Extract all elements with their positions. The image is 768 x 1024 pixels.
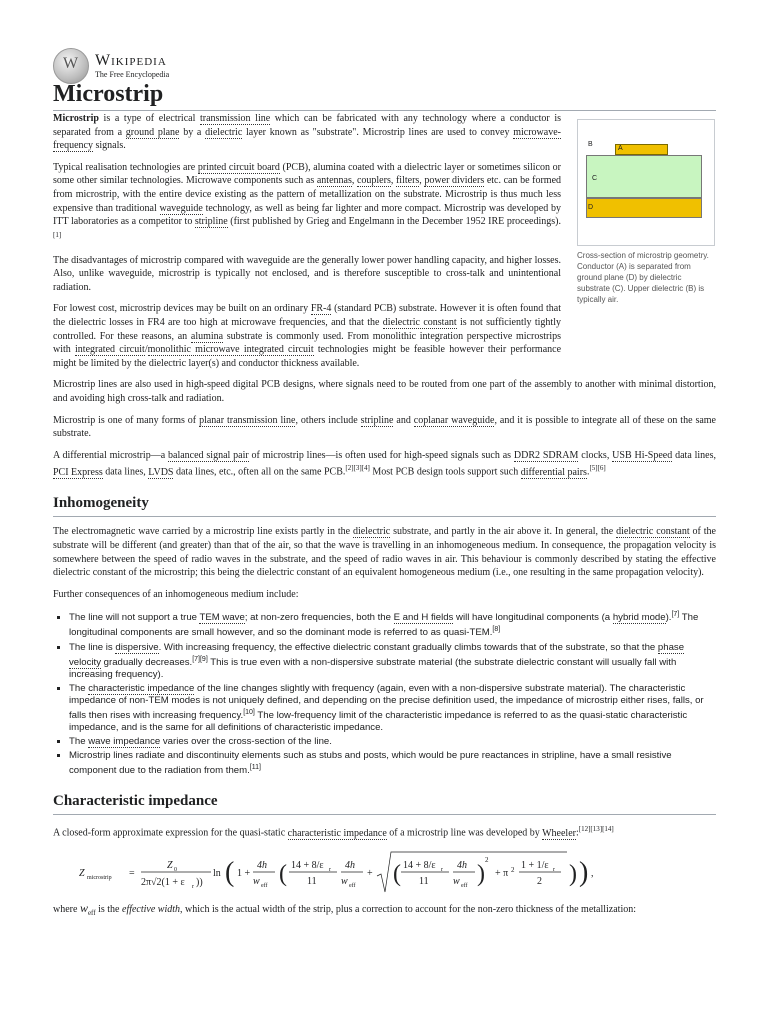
link[interactable]: USB Hi-Speed xyxy=(612,449,673,461)
text-fragment: The line is xyxy=(69,641,116,653)
link[interactable]: dielectric xyxy=(205,126,243,138)
list-item xyxy=(69,683,716,734)
citation[interactable]: [7] xyxy=(671,611,680,619)
text-fragment: The longitudinal components are small however, and so the dominant mode is referred to as quasi-TEM. xyxy=(69,612,699,639)
svg-text:4h: 4h xyxy=(457,860,467,872)
text-fragment: gradually decreases. xyxy=(101,656,193,668)
text-fragment: Microstrip is one of many forms of xyxy=(53,414,200,426)
link[interactable]: phase velocity xyxy=(69,641,685,668)
link[interactable]: ground plane xyxy=(125,126,180,138)
svg-text:r: r xyxy=(441,867,443,874)
link[interactable]: Wheeler xyxy=(542,827,576,839)
paragraph xyxy=(53,161,561,246)
link[interactable]: FR-4 xyxy=(310,303,332,315)
brand-tagline: The Free Encyclopedia xyxy=(95,70,170,79)
list-item xyxy=(69,642,716,681)
link[interactable]: microwave-frequency xyxy=(53,126,561,152)
svg-text:r: r xyxy=(553,867,555,874)
paragraph: The disadvantages of microstrip compared with waveguide are the generally lower power handling capacity, and higher losses. Also, unlike waveguide, microstrip is typically not enclosed, and is therefore susceptible to cross-talk and unintentional radiation. xyxy=(53,254,561,293)
text-fragment: : xyxy=(575,827,579,839)
svg-text:,: , xyxy=(591,868,594,880)
link[interactable]: differential pairs xyxy=(520,466,587,478)
text-fragment: is a type of electrical xyxy=(98,113,200,124)
text-fragment: , xyxy=(351,175,357,187)
svg-text:r: r xyxy=(192,884,194,891)
svg-text:eff: eff xyxy=(261,883,268,890)
text-fragment: , xyxy=(419,175,425,187)
text-fragment: , which is the actual width of the strip, plus a correction to account for the non-zero thickness of the metallization: xyxy=(180,904,637,916)
formula-lhs-sub: microstrip xyxy=(87,875,112,882)
text-fragment: This is true even with a non-dispersive substrate material (the substrate dielectric constant will usually fall with increasing frequency). xyxy=(69,656,677,680)
text-fragment: The line will not support a true xyxy=(69,612,200,624)
text-fragment: Most PCB design tools support such xyxy=(369,466,521,478)
svg-text:11: 11 xyxy=(307,876,317,888)
svg-text:14 + 8/ε: 14 + 8/ε xyxy=(291,860,324,872)
svg-text:(: ( xyxy=(393,861,401,888)
text-fragment: varies over the cross-section of the line. xyxy=(160,736,332,748)
text-fragment: For lowest cost, microstrip devices may be built on an ordinary xyxy=(53,303,311,315)
text-fragment: , others include xyxy=(295,414,361,426)
text-fragment: effective width xyxy=(122,904,181,916)
text-fragment: data lines, xyxy=(102,466,149,478)
link[interactable]: characteristic impedance xyxy=(287,827,387,839)
text-fragment: which can be fabricated with any technology where a conductor is separated from a xyxy=(53,113,561,138)
text-fragment: clocks, xyxy=(578,449,613,461)
wheeler-formula xyxy=(53,848,716,896)
text-fragment: Typical realisation technologies are xyxy=(53,161,198,173)
text-fragment: , and it is possible to integrate all of these on the same substrate. xyxy=(53,414,716,440)
formula-graphic xyxy=(79,848,619,896)
text-fragment: is not sufficiently tightly controlled. For these reasons, an xyxy=(53,317,561,342)
svg-text:11: 11 xyxy=(419,876,429,888)
text-fragment: A differential microstrip—a xyxy=(53,449,169,461)
text-fragment: signals. xyxy=(92,140,126,152)
paragraph xyxy=(53,414,716,441)
text-fragment: (standard PCB) substrate. However it is often found that the dielectric losses in FR4 are too high at microwave frequencies, and that the xyxy=(53,303,561,329)
link[interactable]: transmission line xyxy=(199,113,271,124)
text-fragment: of a microstrip line was developed by xyxy=(386,827,543,839)
citation[interactable]: [8] xyxy=(492,626,501,634)
paragraph xyxy=(53,902,716,921)
consequences-list xyxy=(53,609,716,777)
text-fragment: (PCB), alumina coated with a dielectric layer or sometimes silicon or some other similar technologies. Microwave components such as xyxy=(53,161,561,187)
svg-text:Z: Z xyxy=(167,860,173,872)
link[interactable]: characteristic impedance xyxy=(88,682,195,694)
text-fragment: data lines, etc., often all on the same PCB. xyxy=(173,466,346,478)
link[interactable]: dispersive xyxy=(115,641,159,653)
link[interactable]: planar transmission line xyxy=(199,414,296,426)
svg-text:w: w xyxy=(341,876,348,888)
text-fragment: where xyxy=(53,904,80,916)
citation[interactable]: [5][6] xyxy=(589,464,606,473)
text-fragment: data lines, xyxy=(672,449,716,461)
formula-lhs: Z xyxy=(79,868,85,880)
citation[interactable]: [12][13][14] xyxy=(578,825,614,834)
page-title: Microstrip xyxy=(53,80,716,111)
link[interactable]: DDR2 SDRAM xyxy=(513,449,579,461)
text-fragment: is the xyxy=(95,904,122,916)
paragraph xyxy=(53,302,561,370)
figure-caption: Cross-section of microstrip geometry. Conductor (A) is separated from ground plane (D) by dielectric substrate (C). Upper dielectric (B) is typically air. xyxy=(577,251,709,304)
list-item xyxy=(69,750,716,777)
svg-text:)): )) xyxy=(196,877,203,889)
svg-text:4h: 4h xyxy=(257,860,267,872)
text-fragment: ; at non-zero frequencies, both the xyxy=(244,612,394,624)
text-fragment: w xyxy=(79,901,88,916)
text-fragment: , xyxy=(390,175,396,187)
svg-text:+ π: + π xyxy=(495,868,509,880)
text-fragment: and xyxy=(393,414,414,426)
svg-text:): ) xyxy=(569,861,577,888)
text-fragment: by a xyxy=(179,126,206,138)
text-fragment: The xyxy=(69,682,89,694)
svg-text:r: r xyxy=(329,867,331,874)
text-fragment: substrate, and partly in the air above it. In general, the xyxy=(390,526,617,538)
link[interactable]: PCI Express xyxy=(53,466,103,478)
svg-text:4h: 4h xyxy=(345,860,355,872)
svg-text:=: = xyxy=(129,868,135,880)
text-fragment: etc. can be formed from microstrip, with the entire device existing as the pattern of metallization on the substrate. Microstrip is thus much less expensive than traditional xyxy=(53,175,562,214)
text-fragment: technology, as well as being far lighter and more compact. Microstrip was developed by ITT laboratories as a competitor to xyxy=(53,202,561,228)
text-fragment: eff xyxy=(87,909,96,918)
text-fragment: The xyxy=(69,736,89,748)
link[interactable]: power dividers xyxy=(424,175,485,187)
svg-text:(: ( xyxy=(279,861,287,888)
svg-text:): ) xyxy=(477,861,485,888)
link[interactable]: LVDS xyxy=(148,466,174,478)
text-fragment: The low-frequency limit of the characteristic impedance is referred to as the quasi-static characteristic impedance, and is the same for all definitions of characteristic impedance. xyxy=(69,710,688,734)
link[interactable]: monolithic microwave integrated circuit xyxy=(147,344,314,356)
svg-text:2π√2(1 + ε: 2π√2(1 + ε xyxy=(141,877,185,889)
text-fragment: substrate is commonly used. From monolithic integration perspective microstrips with xyxy=(53,330,561,356)
text-fragment: of the substrate will be different (and greater) than that of the air, so that the wave is travelling in an inhomogeneous medium. In consequence, the propagation velocity is somewhere between the speed of radio waves in the substrate, and the speed of radio waves in air. This behaviour is commonly described by stating the effective dielectric constant of the microstrip; this being the dielectric constant of an equivalent homogeneous medium (i.e., one resulting in the same propagation velocity). xyxy=(53,526,716,579)
link[interactable]: TEM wave xyxy=(199,612,245,624)
text-fragment: of microstrip lines—is often used for high-speed signals such as xyxy=(248,449,514,461)
paragraph xyxy=(53,112,561,153)
link[interactable]: dielectric xyxy=(353,526,391,538)
text-fragment: Microstrip lines radiate and discontinuity elements such as stubs and posts, which would be pure reactances in stripline, have a small resistive component due to the radiation from them. xyxy=(69,750,672,777)
link[interactable]: stripline xyxy=(194,216,228,228)
svg-text:eff: eff xyxy=(461,883,468,890)
svg-text:w: w xyxy=(453,876,460,888)
link[interactable]: alumina xyxy=(190,330,224,342)
wikipedia-logo[interactable] xyxy=(53,48,169,84)
text-fragment: . With increasing frequency, the effective dielectric constant gradually climbs towards that of the substrate, so that the xyxy=(158,641,658,653)
svg-text:0: 0 xyxy=(174,867,177,874)
term: Microstrip xyxy=(53,113,99,124)
paragraph xyxy=(53,823,716,840)
svg-text:+: + xyxy=(367,868,373,880)
paragraph xyxy=(53,525,716,579)
citation[interactable]: [10] xyxy=(243,708,255,716)
svg-text:(: ( xyxy=(225,857,235,889)
globe-icon xyxy=(53,48,89,84)
citation[interactable]: [11] xyxy=(249,764,261,772)
text-fragment: (first published by Grieg and Engelmann in the December 1952 IRE proceedings). xyxy=(227,216,561,228)
paragraph: Further consequences of an inhomogeneous medium include: xyxy=(53,588,299,600)
text-fragment: will have longitudinal components (a xyxy=(453,612,613,624)
label-a: A xyxy=(618,145,623,152)
svg-text:2: 2 xyxy=(485,856,489,865)
text-fragment: The electromagnetic wave carried by a microstrip line exists partly in the xyxy=(53,526,354,538)
citation[interactable]: [7][9] xyxy=(192,655,208,663)
link[interactable]: E and H fields xyxy=(393,612,454,624)
label-d: D xyxy=(588,204,594,211)
label-c: C xyxy=(592,175,598,182)
link[interactable]: dielectric constant xyxy=(616,526,690,538)
svg-text:1 +: 1 + xyxy=(237,868,251,880)
link[interactable]: printed circuit board xyxy=(197,161,280,173)
text-fragment: A closed-form approximate expression for the quasi-static xyxy=(53,827,288,839)
link[interactable]: antennas xyxy=(316,175,352,187)
link[interactable]: dielectric constant xyxy=(382,317,457,329)
text-fragment: layer known as "substrate". Microstrip lines are used to convey xyxy=(242,126,514,138)
section-heading-characteristic-impedance: Characteristic impedance xyxy=(53,791,716,815)
list-item xyxy=(69,736,716,748)
paragraph xyxy=(53,449,716,480)
svg-text:2: 2 xyxy=(537,876,542,888)
link[interactable]: stripline xyxy=(360,414,394,426)
citation[interactable]: [2][3][4] xyxy=(345,464,370,473)
svg-text:1 + 1/ε: 1 + 1/ε xyxy=(521,860,549,872)
link[interactable]: coplanar waveguide xyxy=(413,414,495,426)
text-fragment: of the line changes slightly with frequency (again, even with a non-dispersive substrate material). The characteristic impedance of non-TEM modes is not uniquely defined, and depending on the precise definition used, the impedance of microstrip either rises, falls, or falls then rises with increasing frequency. xyxy=(69,682,704,722)
link[interactable]: waveguide xyxy=(159,202,203,214)
article-body xyxy=(53,112,716,929)
link[interactable]: couplers xyxy=(356,175,391,187)
section-heading-inhomogeneity: Inhomogeneity xyxy=(53,493,716,517)
link[interactable]: hybrid mode xyxy=(612,612,666,624)
svg-text:eff: eff xyxy=(349,883,356,890)
text-fragment: ). xyxy=(665,612,672,624)
list-item xyxy=(69,609,716,639)
text-fragment: technologies might be feasible however their performance might be limited by the dielectric layer(s) and conductor thickness available. xyxy=(53,344,562,369)
brand-name: Wikipedia xyxy=(95,52,167,69)
link[interactable]: integrated circuit xyxy=(75,344,145,356)
svg-text:14 + 8/ε: 14 + 8/ε xyxy=(403,860,436,872)
svg-text:ln: ln xyxy=(213,868,221,880)
text-fragment: . xyxy=(586,466,590,478)
link[interactable]: wave impedance xyxy=(88,736,161,748)
citation[interactable]: [1] xyxy=(53,230,62,239)
svg-text:w: w xyxy=(253,876,260,888)
link[interactable]: balanced signal pair xyxy=(168,449,249,461)
paragraph: Microstrip lines are also used in high-speed digital PCB designs, where signals need to be routed from one part of the assembly to another with minimal distortion, and avoiding high cross-talk and radiation. xyxy=(53,379,716,405)
text-fragment: / xyxy=(144,344,148,356)
link[interactable]: filters xyxy=(395,175,420,187)
label-b: B xyxy=(588,141,593,148)
svg-text:): ) xyxy=(579,857,589,889)
svg-text:2: 2 xyxy=(511,866,515,875)
